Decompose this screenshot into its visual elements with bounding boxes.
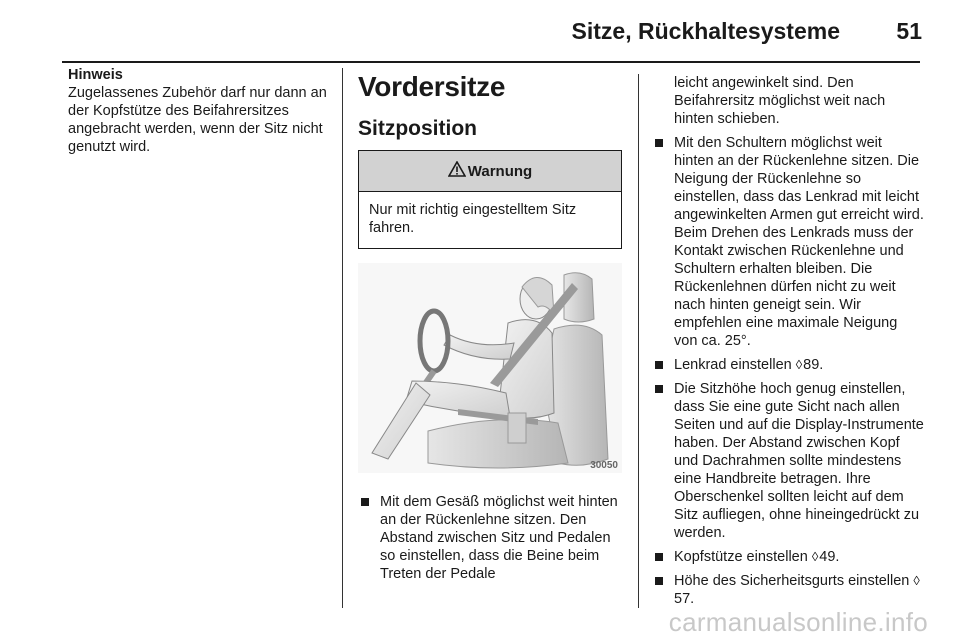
driver-seat-drawing [358,263,622,473]
list-item [652,548,924,566]
page-reference[interactable]: 57. [674,591,695,607]
continuation-column [652,74,924,614]
list-item-text: Die Sitzhöhe hoch genug einstellen, dass Sie eine gute Sicht nach allen Seiten und auf die Display-Instrumente haben. Der Abstand zwischen Kopf und Dachrahmen sollte mindestens eine Handbreite betragen. Ihre Oberschenkel sollten leicht auf dem Sitz aufliegen, ohne hineingedrückt zu werden. [674,381,924,541]
page-reference[interactable]: 49. [819,549,840,565]
figure-number: 30050 [590,460,618,471]
bullet-list-right [652,134,924,608]
list-item [652,134,924,350]
bullet-list-left [358,493,622,583]
warning-text: Nur mit richtig eingestelltem Sitz fahren. [369,202,577,236]
warning-box [358,150,622,249]
note-text: Zugelassenes Zubehör darf nur dann an der Kopfstütze des Beifahrersitzes angebracht werden, wenn der Sitz nicht genutzt wird. [68,85,327,155]
watermark: carmanualsonline.info [668,607,928,637]
list-item-text: Kopfstütze einstellen [674,549,808,565]
page-reference-icon: ◊ [811,549,819,564]
page-reference-icon: ◊ [795,357,803,372]
column-divider-right [638,74,639,608]
main-column [358,70,622,589]
page-reference[interactable]: 89. [803,357,824,373]
note-column [68,66,330,156]
section-subtitle: Sitzposition [358,117,477,140]
warning-title: Warnung [467,162,533,180]
seat-position-illustration [358,263,622,473]
warning-header [359,151,621,192]
page-reference-icon: ◊ [913,573,920,588]
page-number: 51 [896,18,922,44]
list-item [652,356,924,374]
list-item [652,380,924,542]
header-title: Sitze, Rückhaltesysteme [571,18,840,44]
note-label: Hinweis [68,67,123,83]
list-item-text: Höhe des Sicherheitsgurts einstellen [674,573,910,589]
list-item: Mit dem Gesäß möglichst weit hinten an der Rückenlehne sitzen. Den Abstand zwischen Sitz und Pedalen so einstellen, dass die Beine beim Treten der Pedale [358,493,622,583]
section-title: Vordersitze [358,71,506,102]
list-item [652,572,924,608]
list-item-text: Mit den Schultern möglichst weit hinten an der Rückenlehne sitzen. Die Neigung der Rückenlehne so einstellen, dass das Lenkrad mit leicht angewinkelten Armen gut erreicht wird. Beim Drehen des Lenkrads muss der Kontakt zwischen Rückenlehne und Schultern erhalten bleiben. Die Rückenlehnen dürfen nicht zu weit nach hinten geneigt sein. Wir empfehlen eine maximale Neigung von ca. 25°. [674,135,924,349]
list-item-text: Lenkrad einstellen [674,357,792,373]
continuation-text: leicht angewinkelt sind. Den Beifahrersitz möglichst weit nach hinten schieben. [674,75,886,127]
header-rule [62,61,920,63]
warning-triangle-icon [448,161,466,181]
column-divider-left [342,68,343,608]
